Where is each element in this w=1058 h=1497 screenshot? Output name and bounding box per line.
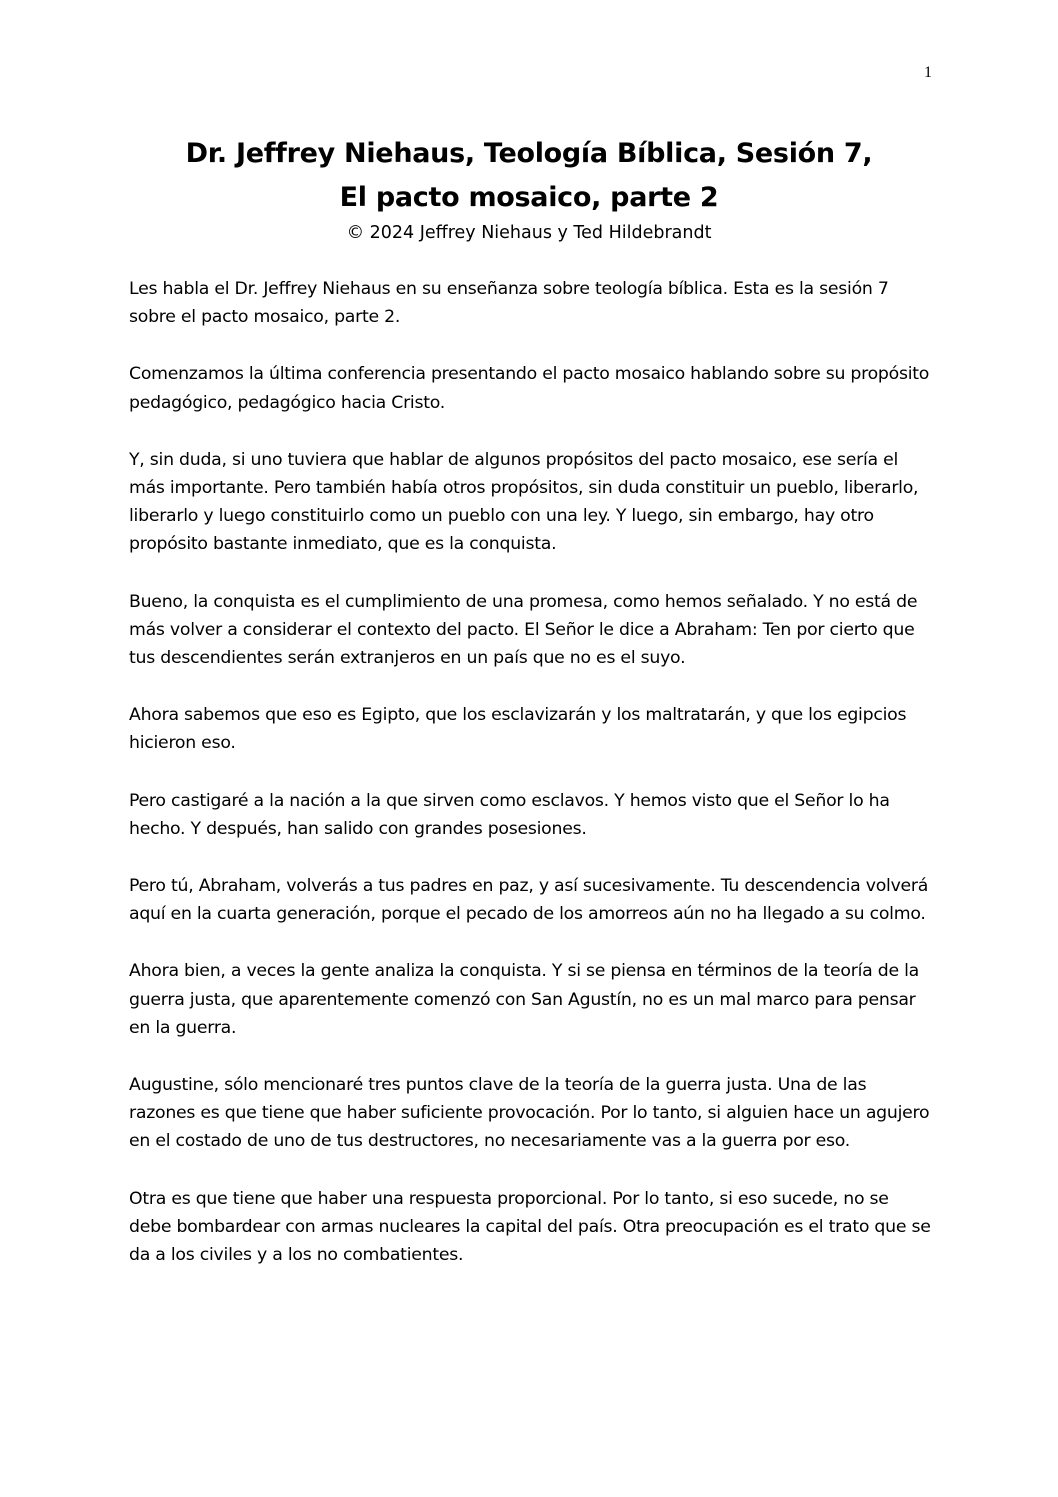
paragraph: Ahora sabemos que eso es Egipto, que los esclavizarán y los maltratarán, y que los egipcios hicieron eso. (129, 705, 907, 754)
title-line-2: El pacto mosaico, parte 2 (339, 182, 719, 213)
document-body (129, 275, 935, 1298)
document-header (0, 132, 1058, 246)
paragraph: Bueno, la conquista es el cumplimiento de una promesa, como hemos señalado. Y no está de más volver a considerar el contexto del pacto. El Señor le dice a Abraham: Ten por cierto que tus descendientes serán extranjeros en un país que no es el suyo. (129, 591, 918, 669)
paragraph: Otra es que tiene que haber una respuesta proporcional. Por lo tanto, si eso sucede, no se debe bombardear con armas nucleares la capital del país. Otra preocupación es el trato que se da a los civiles y a los no combatientes. (129, 1188, 931, 1266)
copyright-line: © 2024 Jeffrey Niehaus y Ted Hildebrandt (346, 223, 712, 243)
paragraph: Augustine, sólo mencionaré tres puntos clave de la teoría de la guerra justa. Una de las razones es que tiene que haber suficiente provocación. Por lo tanto, si alguien hace un agujero en el costado de uno de tus destructores, no necesariamente vas a la guerra por eso. (129, 1075, 930, 1152)
title-line-1: Dr. Jeffrey Niehaus, Teología Bíblica, Sesión 7, (185, 138, 873, 169)
paragraph: Pero castigaré a la nación a la que sirven como esclavos. Y hemos visto que el Señor lo ha hecho. Y después, han salido con grandes posesiones. (129, 790, 890, 839)
paragraph: Les habla el Dr. Jeffrey Niehaus en su enseñanza sobre teología bíblica. Esta es la sesión 7 sobre el pacto mosaico, parte 2. (129, 279, 889, 328)
paragraph: Y, sin duda, si uno tuviera que hablar de algunos propósitos del pacto mosaico, ese sería el más importante. Pero también había otros propósitos, sin duda constituir un pueblo, liberarlo, liberarlo y luego constituirlo como un pueblo con una ley. Y luego, sin embargo, hay otro propósito bastante inmediato, que es la conquista. (129, 449, 919, 555)
paragraph: Ahora bien, a veces la gente analiza la conquista. Y si se piensa en términos de la teoría de la guerra justa, que aparentemente comenzó con San Agustín, no es un mal marco para pensar en la guerra. (129, 961, 919, 1038)
paragraph: Comenzamos la última conferencia presentando el pacto mosaico hablando sobre su propósito pedagógico, pedagógico hacia Cristo. (129, 364, 930, 413)
page-number: 1 (924, 64, 932, 81)
paragraph: Pero tú, Abraham, volverás a tus padres en paz, y así sucesivamente. Tu descendencia volverá aquí en la cuarta generación, porque el pecado de los amorreos aún no ha llegado a su colmo. (129, 876, 929, 925)
